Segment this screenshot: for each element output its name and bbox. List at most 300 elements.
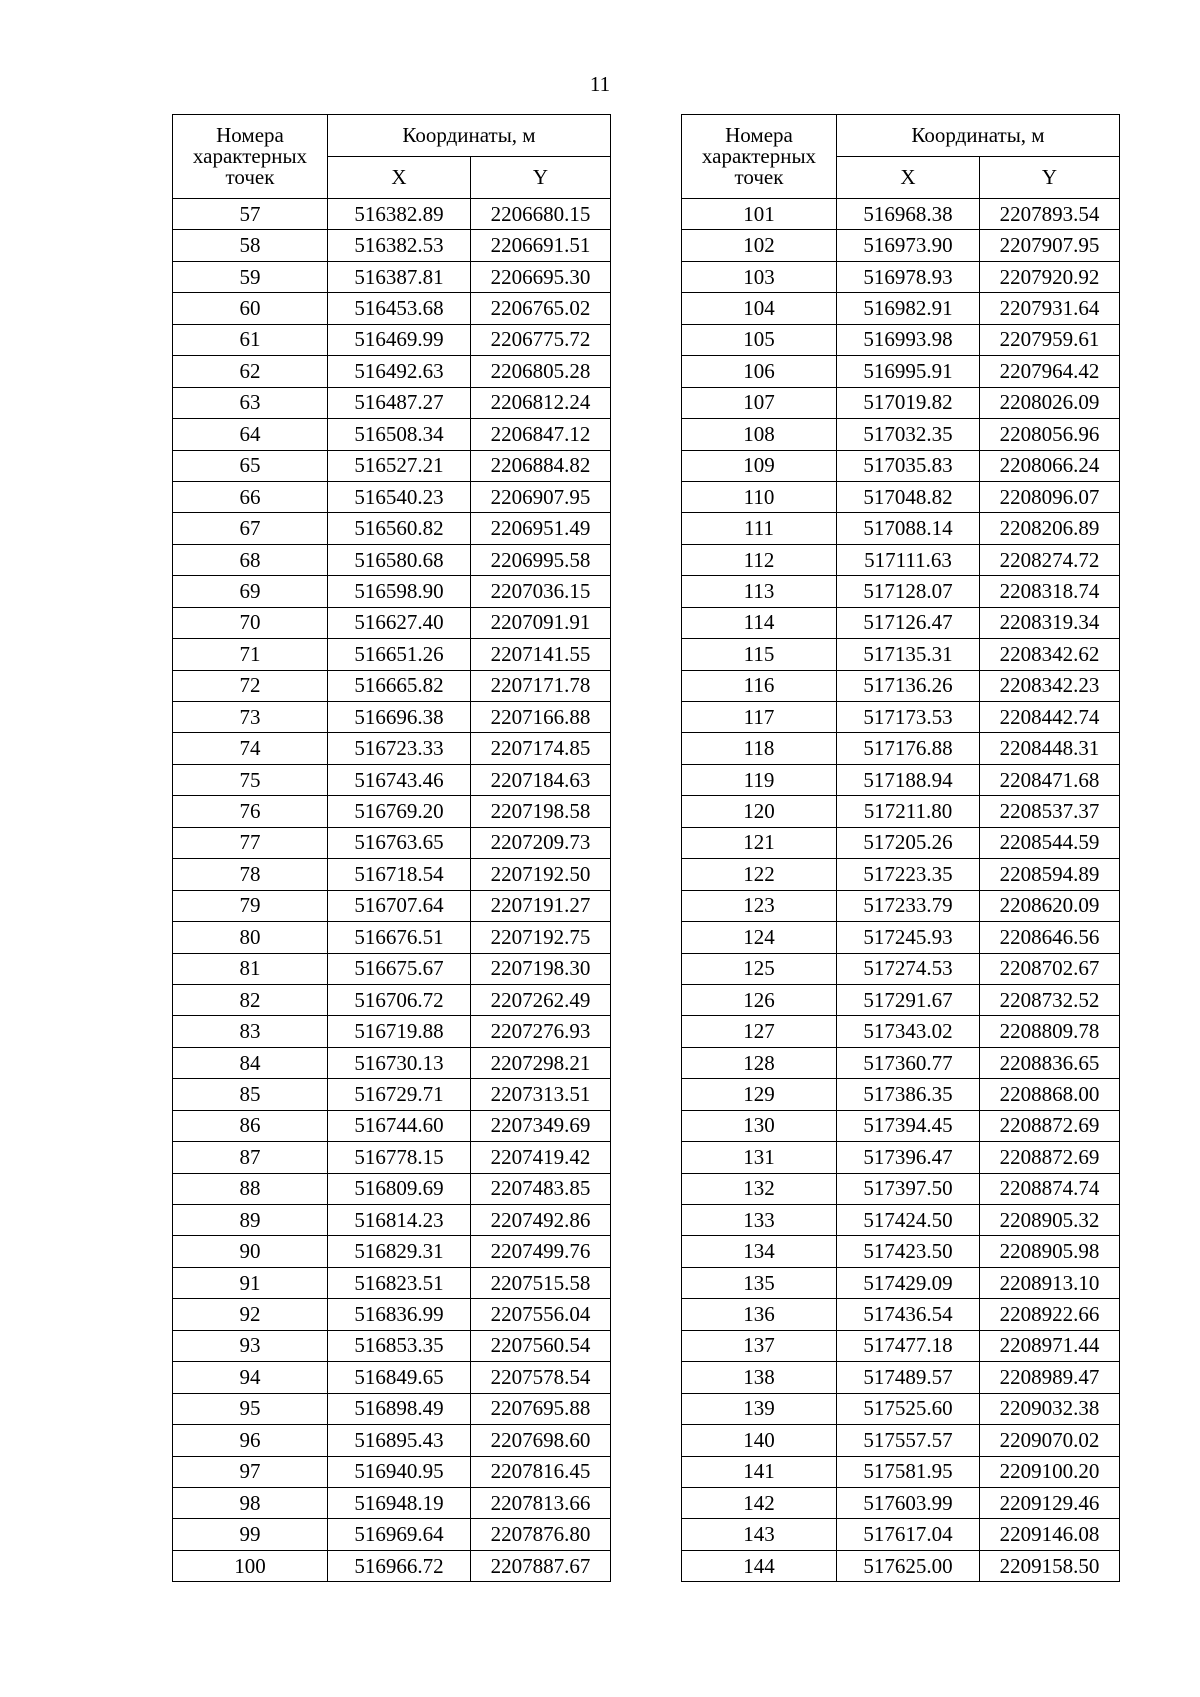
cell-y: 2207141.55	[471, 639, 611, 670]
cell-x: 516940.95	[328, 1456, 471, 1487]
cell-y: 2209158.50	[980, 1550, 1120, 1581]
cell-y: 2208342.23	[980, 670, 1120, 701]
table-row	[173, 324, 611, 355]
cell-point-number: 107	[682, 387, 837, 418]
cell-point-number: 95	[173, 1393, 328, 1424]
table-row	[682, 1456, 1120, 1487]
cell-y: 2208989.47	[980, 1362, 1120, 1393]
table-row	[173, 419, 611, 450]
table-row	[173, 1173, 611, 1204]
cell-x: 517188.94	[837, 764, 980, 795]
cell-x: 516969.64	[328, 1519, 471, 1550]
table-row	[173, 796, 611, 827]
table-row	[173, 1236, 611, 1267]
cell-y: 2207349.69	[471, 1110, 611, 1141]
cell-point-number: 99	[173, 1519, 328, 1550]
cell-y: 2207578.54	[471, 1362, 611, 1393]
table-row	[682, 576, 1120, 607]
cell-y: 2207166.88	[471, 702, 611, 733]
cell-x: 517489.57	[837, 1362, 980, 1393]
cell-x: 517343.02	[837, 1016, 980, 1047]
cell-y: 2207499.76	[471, 1236, 611, 1267]
cell-y: 2206680.15	[471, 199, 611, 230]
table-row	[682, 890, 1120, 921]
cell-point-number: 129	[682, 1079, 837, 1110]
table-row	[682, 1330, 1120, 1361]
table-row	[682, 199, 1120, 230]
table-row	[173, 230, 611, 261]
cell-y: 2208874.74	[980, 1173, 1120, 1204]
cell-x: 516723.33	[328, 733, 471, 764]
table-body	[682, 199, 1120, 1582]
cell-x: 517233.79	[837, 890, 980, 921]
cell-point-number: 125	[682, 953, 837, 984]
cell-y: 2209100.20	[980, 1456, 1120, 1487]
cell-x: 516978.93	[837, 261, 980, 292]
cell-x: 517396.47	[837, 1142, 980, 1173]
cell-x: 516898.49	[328, 1393, 471, 1424]
table-row	[682, 702, 1120, 733]
cell-y: 2208646.56	[980, 922, 1120, 953]
cell-x: 516676.51	[328, 922, 471, 953]
cell-y: 2208594.89	[980, 859, 1120, 890]
cell-x: 517032.35	[837, 419, 980, 450]
cell-y: 2207492.86	[471, 1205, 611, 1236]
cell-point-number: 110	[682, 481, 837, 512]
cell-point-number: 94	[173, 1362, 328, 1393]
cell-y: 2208448.31	[980, 733, 1120, 764]
cell-y: 2207174.85	[471, 733, 611, 764]
header-x: X	[328, 157, 471, 199]
cell-y: 2208836.65	[980, 1047, 1120, 1078]
header-y: Y	[471, 157, 611, 199]
cell-point-number: 108	[682, 419, 837, 450]
table-row	[173, 481, 611, 512]
table-row	[173, 1487, 611, 1518]
table-row	[682, 450, 1120, 481]
cell-point-number: 109	[682, 450, 837, 481]
cell-point-number: 134	[682, 1236, 837, 1267]
cell-x: 517477.18	[837, 1330, 980, 1361]
cell-point-number: 67	[173, 513, 328, 544]
cell-point-number: 92	[173, 1299, 328, 1330]
cell-y: 2208732.52	[980, 984, 1120, 1015]
cell-y: 2208319.34	[980, 607, 1120, 638]
cell-point-number: 131	[682, 1142, 837, 1173]
cell-y: 2208868.00	[980, 1079, 1120, 1110]
cell-x: 516763.65	[328, 827, 471, 858]
table-row	[173, 1079, 611, 1110]
cell-y: 2208471.68	[980, 764, 1120, 795]
table-row	[682, 1173, 1120, 1204]
table-row	[682, 1362, 1120, 1393]
cell-y: 2207262.49	[471, 984, 611, 1015]
cell-x: 516453.68	[328, 293, 471, 324]
cell-x: 516778.15	[328, 1142, 471, 1173]
cell-y: 2209032.38	[980, 1393, 1120, 1424]
cell-y: 2207813.66	[471, 1487, 611, 1518]
cell-y: 2208096.07	[980, 481, 1120, 512]
cell-point-number: 130	[682, 1110, 837, 1141]
cell-y: 2207876.80	[471, 1519, 611, 1550]
table-row	[173, 639, 611, 670]
cell-x: 517423.50	[837, 1236, 980, 1267]
cell-y: 2207893.54	[980, 199, 1120, 230]
table-header	[173, 115, 611, 199]
page-number: 11	[589, 72, 611, 96]
table-row	[682, 261, 1120, 292]
cell-x: 517581.95	[837, 1456, 980, 1487]
cell-y: 2207698.60	[471, 1425, 611, 1456]
cell-point-number: 62	[173, 356, 328, 387]
cell-point-number: 123	[682, 890, 837, 921]
table-row	[682, 670, 1120, 701]
cell-y: 2207313.51	[471, 1079, 611, 1110]
cell-point-number: 60	[173, 293, 328, 324]
cell-y: 2207209.73	[471, 827, 611, 858]
cell-x: 516982.91	[837, 293, 980, 324]
cell-y: 2207192.50	[471, 859, 611, 890]
cell-y: 2209070.02	[980, 1425, 1120, 1456]
cell-point-number: 79	[173, 890, 328, 921]
cell-point-number: 78	[173, 859, 328, 890]
cell-point-number: 81	[173, 953, 328, 984]
cell-x: 517211.80	[837, 796, 980, 827]
cell-point-number: 80	[173, 922, 328, 953]
cell-point-number: 114	[682, 607, 837, 638]
cell-point-number: 126	[682, 984, 837, 1015]
cell-point-number: 69	[173, 576, 328, 607]
table-row	[173, 1142, 611, 1173]
table-row	[682, 984, 1120, 1015]
cell-x: 517436.54	[837, 1299, 980, 1330]
table-row	[682, 1047, 1120, 1078]
table-row	[173, 387, 611, 418]
cell-y: 2207198.58	[471, 796, 611, 827]
cell-y: 2206907.95	[471, 481, 611, 512]
cell-x: 516743.46	[328, 764, 471, 795]
cell-x: 516560.82	[328, 513, 471, 544]
table-row	[682, 1519, 1120, 1550]
cell-x: 517557.57	[837, 1425, 980, 1456]
cell-x: 516823.51	[328, 1267, 471, 1298]
cell-point-number: 98	[173, 1487, 328, 1518]
cell-x: 516993.98	[837, 324, 980, 355]
cell-point-number: 101	[682, 199, 837, 230]
cell-x: 517223.35	[837, 859, 980, 890]
cell-point-number: 93	[173, 1330, 328, 1361]
table-row	[682, 324, 1120, 355]
cell-x: 517019.82	[837, 387, 980, 418]
table-row	[173, 607, 611, 638]
cell-point-number: 102	[682, 230, 837, 261]
cell-x: 517397.50	[837, 1173, 980, 1204]
cell-y: 2208066.24	[980, 450, 1120, 481]
cell-y: 2206951.49	[471, 513, 611, 544]
table-row	[682, 859, 1120, 890]
cell-y: 2208971.44	[980, 1330, 1120, 1361]
cell-y: 2207959.61	[980, 324, 1120, 355]
cell-y: 2208537.37	[980, 796, 1120, 827]
table-header	[682, 115, 1120, 199]
header-point-numbers: Номера характерных точек	[682, 115, 837, 199]
cell-x: 516995.91	[837, 356, 980, 387]
table-row	[682, 1393, 1120, 1424]
cell-y: 2206995.58	[471, 544, 611, 575]
cell-point-number: 66	[173, 481, 328, 512]
cell-point-number: 59	[173, 261, 328, 292]
cell-y: 2206847.12	[471, 419, 611, 450]
cell-point-number: 96	[173, 1425, 328, 1456]
cell-y: 2208809.78	[980, 1016, 1120, 1047]
cell-y: 2207276.93	[471, 1016, 611, 1047]
cell-point-number: 133	[682, 1205, 837, 1236]
cell-y: 2207556.04	[471, 1299, 611, 1330]
cell-x: 516527.21	[328, 450, 471, 481]
cell-x: 516706.72	[328, 984, 471, 1015]
cell-y: 2207515.58	[471, 1267, 611, 1298]
cell-x: 517135.31	[837, 639, 980, 670]
cell-y: 2206695.30	[471, 261, 611, 292]
table-row	[682, 733, 1120, 764]
cell-x: 517111.63	[837, 544, 980, 575]
cell-y: 2209129.46	[980, 1487, 1120, 1518]
table-row	[682, 1110, 1120, 1141]
cell-point-number: 89	[173, 1205, 328, 1236]
table-row	[173, 953, 611, 984]
table-row	[173, 922, 611, 953]
cell-point-number: 132	[682, 1173, 837, 1204]
cell-x: 517176.88	[837, 733, 980, 764]
table-row	[682, 1236, 1120, 1267]
cell-x: 517088.14	[837, 513, 980, 544]
cell-x: 517291.67	[837, 984, 980, 1015]
table-row	[682, 1550, 1120, 1581]
table-row	[682, 764, 1120, 795]
cell-x: 517128.07	[837, 576, 980, 607]
cell-y: 2208620.09	[980, 890, 1120, 921]
cell-point-number: 124	[682, 922, 837, 953]
table-row	[682, 639, 1120, 670]
cell-point-number: 106	[682, 356, 837, 387]
table-row	[173, 702, 611, 733]
table-row	[682, 953, 1120, 984]
cell-point-number: 83	[173, 1016, 328, 1047]
cell-x: 516769.20	[328, 796, 471, 827]
cell-point-number: 70	[173, 607, 328, 638]
cell-point-number: 127	[682, 1016, 837, 1047]
cell-point-number: 104	[682, 293, 837, 324]
cell-y: 2208318.74	[980, 576, 1120, 607]
cell-x: 516836.99	[328, 1299, 471, 1330]
cell-y: 2207931.64	[980, 293, 1120, 324]
table-row	[173, 1456, 611, 1487]
cell-x: 516809.69	[328, 1173, 471, 1204]
table-row	[173, 1016, 611, 1047]
cell-point-number: 91	[173, 1267, 328, 1298]
cell-point-number: 65	[173, 450, 328, 481]
cell-y: 2207816.45	[471, 1456, 611, 1487]
cell-y: 2206812.24	[471, 387, 611, 418]
cell-point-number: 135	[682, 1267, 837, 1298]
table-row	[173, 450, 611, 481]
table-row	[682, 827, 1120, 858]
cell-y: 2208026.09	[980, 387, 1120, 418]
header-coordinates: Координаты, м	[328, 115, 611, 157]
cell-point-number: 97	[173, 1456, 328, 1487]
cell-point-number: 117	[682, 702, 837, 733]
cell-y: 2206765.02	[471, 293, 611, 324]
cell-x: 516966.72	[328, 1550, 471, 1581]
cell-y: 2207171.78	[471, 670, 611, 701]
cell-y: 2208342.62	[980, 639, 1120, 670]
table-row	[682, 1016, 1120, 1047]
cell-y: 2206691.51	[471, 230, 611, 261]
cell-point-number: 118	[682, 733, 837, 764]
table-row	[173, 827, 611, 858]
table-row	[173, 199, 611, 230]
cell-x: 516508.34	[328, 419, 471, 450]
table-row	[173, 293, 611, 324]
table-row	[173, 513, 611, 544]
table-row	[173, 544, 611, 575]
table-row	[682, 293, 1120, 324]
cell-point-number: 105	[682, 324, 837, 355]
table-row	[173, 1550, 611, 1581]
table-row	[682, 356, 1120, 387]
cell-point-number: 68	[173, 544, 328, 575]
cell-point-number: 88	[173, 1173, 328, 1204]
cell-y: 2207036.15	[471, 576, 611, 607]
cell-y: 2207920.92	[980, 261, 1120, 292]
cell-x: 516814.23	[328, 1205, 471, 1236]
cell-x: 517525.60	[837, 1393, 980, 1424]
table-row	[682, 1267, 1120, 1298]
cell-x: 517394.45	[837, 1110, 980, 1141]
table-body	[173, 199, 611, 1582]
cell-point-number: 137	[682, 1330, 837, 1361]
header-point-numbers: Номера характерных точек	[173, 115, 328, 199]
cell-x: 516729.71	[328, 1079, 471, 1110]
table-row	[682, 607, 1120, 638]
cell-point-number: 61	[173, 324, 328, 355]
cell-point-number: 142	[682, 1487, 837, 1518]
table-row	[682, 230, 1120, 261]
table-row	[173, 1267, 611, 1298]
coordinates-table-right	[681, 114, 1120, 1582]
cell-x: 516829.31	[328, 1236, 471, 1267]
cell-x: 517205.26	[837, 827, 980, 858]
cell-x: 516627.40	[328, 607, 471, 638]
cell-x: 516665.82	[328, 670, 471, 701]
table-row	[682, 1079, 1120, 1110]
cell-point-number: 64	[173, 419, 328, 450]
cell-y: 2208056.96	[980, 419, 1120, 450]
cell-point-number: 72	[173, 670, 328, 701]
cell-point-number: 76	[173, 796, 328, 827]
cell-point-number: 58	[173, 230, 328, 261]
cell-point-number: 144	[682, 1550, 837, 1581]
cell-x: 516651.26	[328, 639, 471, 670]
cell-point-number: 121	[682, 827, 837, 858]
cell-y: 2207483.85	[471, 1173, 611, 1204]
cell-x: 517136.26	[837, 670, 980, 701]
table-row	[173, 1519, 611, 1550]
cell-point-number: 71	[173, 639, 328, 670]
cell-x: 516492.63	[328, 356, 471, 387]
cell-x: 517360.77	[837, 1047, 980, 1078]
cell-y: 2207298.21	[471, 1047, 611, 1078]
coordinates-table-left	[172, 114, 611, 1582]
cell-point-number: 90	[173, 1236, 328, 1267]
cell-point-number: 73	[173, 702, 328, 733]
cell-x: 517048.82	[837, 481, 980, 512]
cell-x: 516469.99	[328, 324, 471, 355]
cell-y: 2208913.10	[980, 1267, 1120, 1298]
cell-x: 516487.27	[328, 387, 471, 418]
cell-y: 2207191.27	[471, 890, 611, 921]
cell-x: 517035.83	[837, 450, 980, 481]
cell-point-number: 115	[682, 639, 837, 670]
table-row	[173, 670, 611, 701]
cell-y: 2208206.89	[980, 513, 1120, 544]
cell-point-number: 141	[682, 1456, 837, 1487]
cell-point-number: 136	[682, 1299, 837, 1330]
table-row	[682, 387, 1120, 418]
cell-y: 2208442.74	[980, 702, 1120, 733]
cell-x: 516719.88	[328, 1016, 471, 1047]
table-row	[173, 890, 611, 921]
cell-point-number: 111	[682, 513, 837, 544]
cell-x: 517386.35	[837, 1079, 980, 1110]
cell-y: 2208274.72	[980, 544, 1120, 575]
cell-x: 516382.89	[328, 199, 471, 230]
table-row	[682, 796, 1120, 827]
table-row	[173, 984, 611, 1015]
table-row	[173, 764, 611, 795]
cell-y: 2208922.66	[980, 1299, 1120, 1330]
cell-point-number: 82	[173, 984, 328, 1015]
cell-point-number: 86	[173, 1110, 328, 1141]
cell-x: 516540.23	[328, 481, 471, 512]
cell-y: 2207419.42	[471, 1142, 611, 1173]
cell-point-number: 84	[173, 1047, 328, 1078]
table-row	[173, 1110, 611, 1141]
cell-y: 2206884.82	[471, 450, 611, 481]
cell-point-number: 75	[173, 764, 328, 795]
cell-y: 2207887.67	[471, 1550, 611, 1581]
cell-point-number: 100	[173, 1550, 328, 1581]
cell-x: 517173.53	[837, 702, 980, 733]
header-x: X	[837, 157, 980, 199]
cell-x: 517424.50	[837, 1205, 980, 1236]
table-row	[173, 1393, 611, 1424]
cell-point-number: 57	[173, 199, 328, 230]
cell-x: 517625.00	[837, 1550, 980, 1581]
cell-point-number: 74	[173, 733, 328, 764]
cell-point-number: 87	[173, 1142, 328, 1173]
table-row	[173, 576, 611, 607]
cell-point-number: 122	[682, 859, 837, 890]
table-row	[682, 513, 1120, 544]
cell-y: 2208872.69	[980, 1142, 1120, 1173]
table-row	[682, 544, 1120, 575]
cell-x: 516948.19	[328, 1487, 471, 1518]
cell-x: 517603.99	[837, 1487, 980, 1518]
table-row	[173, 733, 611, 764]
cell-x: 516853.35	[328, 1330, 471, 1361]
table-row	[173, 1205, 611, 1236]
